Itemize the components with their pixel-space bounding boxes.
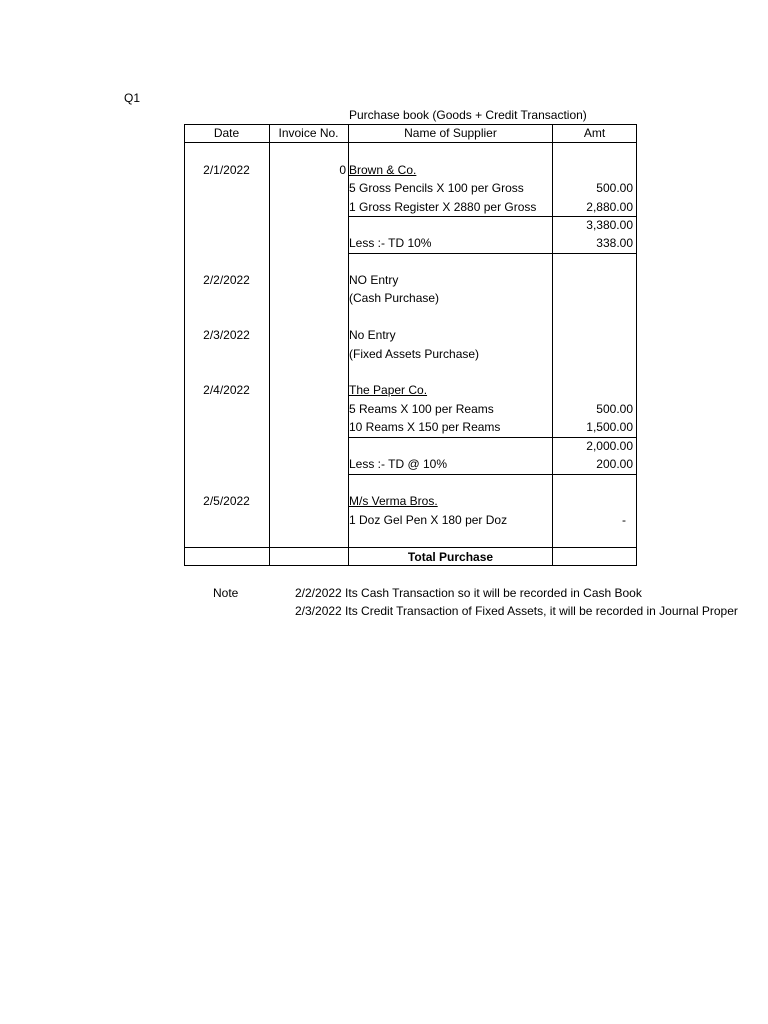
row-supplier: The Paper Co.: [349, 383, 428, 397]
row-description: 1 Doz Gel Pen X 180 per Doz: [349, 513, 508, 527]
row-description: No Entry: [349, 328, 396, 342]
row-description: (Cash Purchase): [349, 291, 440, 305]
row-amount: 338.00: [596, 236, 633, 250]
row-subtotal: 3,380.00: [586, 218, 633, 232]
row-amount: 500.00: [596, 402, 633, 416]
header-supplier: Name of Supplier: [404, 126, 497, 140]
row-amount: 500.00: [596, 181, 633, 195]
table-border-right: [636, 124, 637, 566]
note-label: Note: [213, 586, 239, 600]
section-rule: [348, 253, 637, 254]
row-subtotal: 2,000.00: [586, 439, 633, 453]
column-divider-date: [269, 124, 270, 566]
row-amount: 1,500.00: [586, 420, 633, 434]
row-description: 10 Reams X 150 per Reams: [349, 420, 501, 434]
row-amount: 2,880.00: [586, 200, 633, 214]
row-description: 5 Reams X 100 per Reams: [349, 402, 494, 416]
header-divider: [184, 142, 637, 143]
row-date: 2/4/2022: [203, 383, 250, 397]
total-purchase-label: Total Purchase: [407, 550, 494, 564]
purchase-book-table: [184, 124, 637, 566]
row-description: Less :- TD @ 10%: [349, 457, 447, 471]
note-line: 2/3/2022 Its Credit Transaction of Fixed Assets, it will be recorded in Journal Proper: [295, 604, 738, 618]
header-amount: Amt: [583, 126, 606, 140]
row-description: (Fixed Assets Purchase): [349, 347, 480, 361]
row-date: 2/1/2022: [203, 163, 250, 177]
row-supplier: Brown & Co.: [349, 163, 417, 177]
row-description: NO Entry: [349, 273, 399, 287]
row-description: Less :- TD 10%: [349, 236, 432, 250]
question-label: Q1: [124, 91, 141, 105]
section-rule: [348, 474, 637, 475]
row-date: 2/2/2022: [203, 273, 250, 287]
row-amount: -: [622, 513, 626, 527]
row-date: 2/5/2022: [203, 494, 250, 508]
row-supplier: M/s Verma Bros.: [349, 494, 438, 508]
row-date: 2/3/2022: [203, 328, 250, 342]
purchase-book-title: Purchase book (Goods + Credit Transaction): [349, 108, 587, 122]
header-invoice-no: Invoice No.: [278, 126, 339, 140]
note-line: 2/2/2022 Its Cash Transaction so it will be recorded in Cash Book: [295, 586, 642, 600]
header-date: Date: [213, 126, 240, 140]
row-description: 1 Gross Register X 2880 per Gross: [349, 200, 537, 214]
row-description: 5 Gross Pencils X 100 per Gross: [349, 181, 524, 195]
row-invoice: 0: [339, 163, 346, 177]
row-amount: 200.00: [596, 457, 633, 471]
